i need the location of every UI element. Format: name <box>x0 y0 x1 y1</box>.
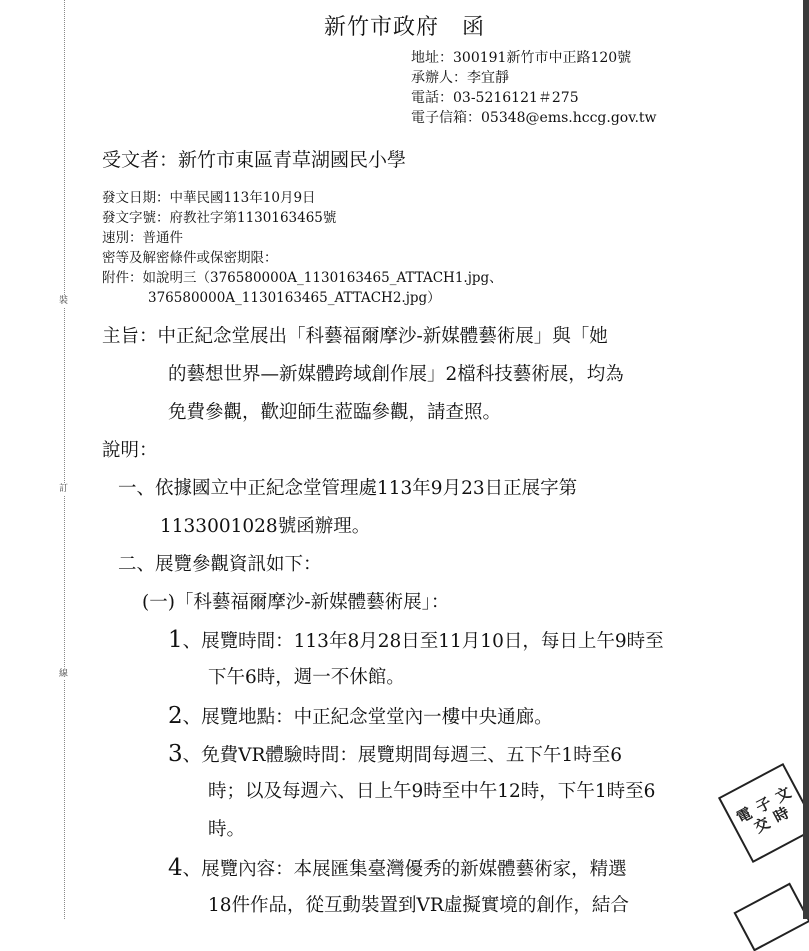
explanation-heading: 說明： <box>102 440 158 461</box>
stamp-char: 時 <box>770 803 793 827</box>
phone-line: 電話：03-5216121＃275 <box>411 90 579 106</box>
point-1-line-1 <box>168 621 664 661</box>
document-number: 發文字號：府教社字第1130163465號 <box>102 210 337 226</box>
point-4-line-1 <box>168 849 627 889</box>
point-number: 1 <box>168 627 183 653</box>
item-1-line-2: 1133001028號函辦理。 <box>160 516 371 537</box>
item-2: 二、展覽參觀資訊如下： <box>118 554 322 575</box>
attachment-line-1: 附件：如說明三（376580000A_1130163465_ATTACH1.jpg、 <box>102 270 503 286</box>
binding-mark-middle: 訂 <box>59 484 69 494</box>
sub-item-1: (一)「科藝福爾摩沙-新媒體藝術展」： <box>142 592 450 613</box>
point-number: 3 <box>168 741 183 767</box>
address-line: 地址：300191新竹市中正路120號 <box>411 50 632 66</box>
item-1-line-1: 一、依據國立中正紀念堂管理處113年9月23日正展字第 <box>118 478 578 499</box>
security-level: 密等及解密條件或保密期限： <box>102 250 278 266</box>
binding-line <box>64 0 65 919</box>
stamp-char: 文 <box>772 783 795 807</box>
subject-line-2: 的藝想世界—新媒體跨域創作展」2檔科技藝術展，均為 <box>168 364 624 385</box>
attachment-line-2: 376580000A_1130163465_ATTACH2.jpg） <box>148 290 441 306</box>
point-number: 2 <box>168 703 183 729</box>
point-2-line-1 <box>168 697 553 737</box>
binding-mark-top: 裝 <box>59 296 69 306</box>
stamp-char: 電 <box>733 803 756 827</box>
stamp-char: 交 <box>751 813 773 837</box>
stamp-char: 子 <box>752 793 775 817</box>
issue-date: 發文日期：中華民國113年10月9日 <box>102 190 316 206</box>
binding-mark-bottom: 線 <box>59 669 69 679</box>
email-line: 電子信箱：05348@ems.hccg.gov.tw <box>411 110 657 126</box>
point-text: 、展覽地點：中正紀念堂堂內一樓中央通廊。 <box>182 707 553 728</box>
second-stamp <box>733 883 809 951</box>
point-text: 、展覽內容：本展匯集臺灣優秀的新媒體藝術家，精選 <box>182 859 627 880</box>
point-1-line-2: 下午6時，週一不休館。 <box>208 667 405 688</box>
subject-line-3: 免費參觀，歡迎師生蒞臨參觀，請查照。 <box>168 402 502 423</box>
delivery-speed: 速別：普通件 <box>102 230 183 246</box>
recipient-line: 受文者：新竹市東區青草湖國民小學 <box>102 149 407 171</box>
point-3-line-3: 時。 <box>208 819 246 840</box>
electronic-exchange-stamp <box>718 763 809 863</box>
point-number: 4 <box>168 855 183 881</box>
point-3-line-2: 時；以及每週六、日上午9時至中午12時，下午1時至6 <box>208 781 656 802</box>
handler-line: 承辦人：李宜靜 <box>411 70 509 86</box>
point-text: 、展覽時間：113年8月28日至11月10日，每日上午9時至 <box>182 631 664 652</box>
point-3-line-1 <box>168 735 622 775</box>
document-title: 新竹市政府 函 <box>323 15 485 40</box>
viewer-edge <box>803 0 809 919</box>
subject-line-1: 主旨：中正紀念堂展出「科藝福爾摩沙-新媒體藝術展」與「她 <box>102 326 608 347</box>
point-4-line-2: 18件作品，從互動裝置到VR虛擬實境的創作，結合 <box>208 895 629 916</box>
point-text: 、免費VR體驗時間：展覽期間每週三、五下午1時至6 <box>182 745 622 766</box>
